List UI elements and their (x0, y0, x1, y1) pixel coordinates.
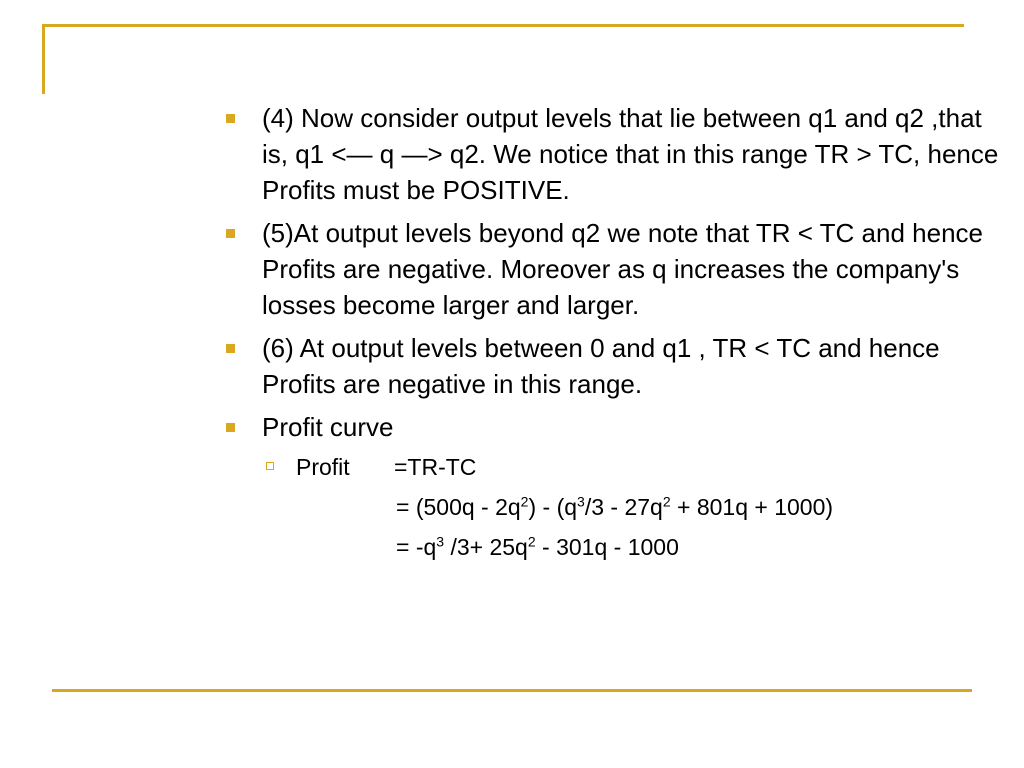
bullet-item-profit-curve (224, 409, 1004, 445)
equation-part: = (500q - 2q (396, 494, 521, 520)
exponent: 3 (577, 493, 585, 510)
square-bullet-icon (226, 229, 235, 238)
hollow-square-bullet-icon (266, 462, 274, 470)
equation-part: /3+ 25q (444, 534, 528, 560)
bullet-text: (6) At output levels between 0 and q1 , TR < TC and hence Profits are negative in this range. (262, 333, 940, 399)
bottom-horizontal-rule (52, 689, 972, 692)
equation-part: ) - (q (528, 494, 578, 520)
equation-part: + 801q + 1000) (670, 494, 834, 520)
top-horizontal-rule (42, 24, 964, 27)
equation-line-1 (396, 492, 1004, 522)
bullet-item-5 (224, 215, 1004, 323)
bullet-item-6 (224, 330, 1004, 402)
equation-line-2 (396, 532, 1004, 562)
bullet-item-4 (224, 100, 1004, 208)
exponent: 2 (662, 493, 671, 510)
top-vertical-rule (42, 24, 45, 94)
bullet-text: (4) Now consider output levels that lie between q1 and q2 ,that is, q1 <— q —> q2. We notice that in this range TR > TC, hence Profits must be POSITIVE. (262, 103, 999, 205)
square-bullet-icon (226, 423, 235, 432)
square-bullet-icon (226, 344, 235, 353)
square-bullet-icon (226, 114, 235, 123)
profit-label: Profit (296, 454, 350, 480)
bullet-text: (5)At output levels beyond q2 we note that TR < TC and hence Profits are negative. Moreover as q increases the company's losses become larger and larger. (262, 218, 983, 320)
bullet-text: Profit curve (262, 412, 394, 442)
profit-equation: =TR-TC (394, 454, 477, 480)
exponent: 2 (520, 493, 529, 510)
equation-part: - 301q - 1000 (535, 534, 679, 560)
equation-part: = -q (396, 534, 437, 560)
sub-item-profit (262, 452, 1004, 482)
slide-content (224, 100, 1004, 562)
equation-part: /3 - 27q (584, 494, 663, 520)
exponent: 2 (527, 533, 536, 550)
exponent: 3 (436, 533, 445, 550)
